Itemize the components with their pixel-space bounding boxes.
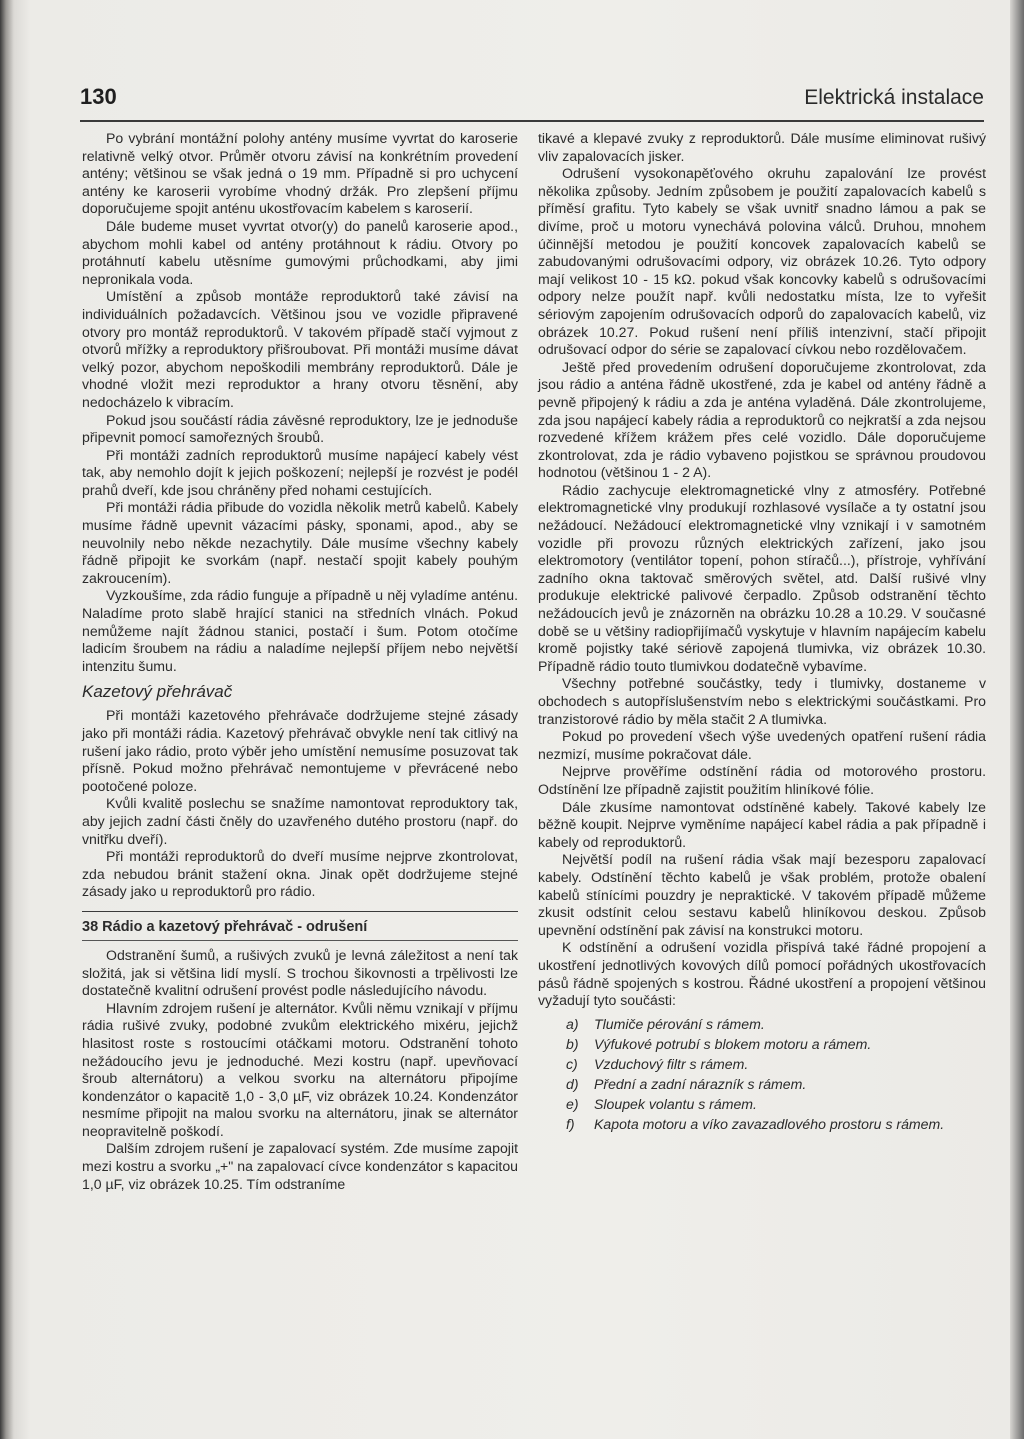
list-marker: b) [566, 1035, 579, 1052]
list-marker: c) [566, 1055, 578, 1072]
list-text: Výfukové potrubí s blokem motoru a rámem. [594, 1035, 872, 1052]
list-item [538, 1034, 986, 1054]
paragraph: Při montáži rádia přibude do vozidla několik metrů kabelů. Kabely musíme řádně upevnit vázacími pásky, sponami, apod., aby se neuvolnily nebo někde nezachytily. Dále musíme všechny kabely řádně připojit ke svorkám (např. nestačí spojit kabely pouhým zakroucením). [82, 499, 518, 586]
list-item [538, 1054, 986, 1074]
list-marker: d) [566, 1075, 579, 1092]
grounding-parts-list [538, 1014, 986, 1134]
header-rule [80, 120, 984, 122]
paragraph: Nejprve prověříme odstínění rádia od motorového prostoru. Odstínění lze případně zajistit použitím hliníkové fólie. [538, 763, 986, 797]
right-paragraphs [538, 130, 986, 1010]
subheading-cassette-player: Kazetový přehrávač [82, 682, 233, 702]
page-edge-shadow [1010, 0, 1024, 1439]
paragraph: Pokud po provedení všech výše uvedených opatření rušení rádia nezmizí, musíme pokračovat dále. [538, 728, 986, 762]
paragraph: Při montáži reproduktorů do dveří musíme nejprve zkontrolovat, zda nebudou bránit stažení okna. Jinak opět dodržujeme stejné zásady jako u reproduktorů pro rádio. [82, 848, 518, 900]
paragraph: Odstranění šumů, a rušivých zvuků je levná záležitost a není tak složitá, jak si většina lidí myslí. S trochou šikovnosti a trpělivosti lze dostatečně kvalitní odrušení provést podle následujícího návodu. [82, 946, 518, 999]
left-paragraphs-3 [82, 947, 518, 1193]
paragraph: Dále budeme muset vyvrtat otvor(y) do panelů karoserie apod., abychom mohli kabel od antény protáhnout k rádiu. Otvory po protáhnutí kabelu utěsníme gumovými průchodkami, aby jimi nepronikala voda. [82, 217, 518, 287]
list-item [538, 1114, 986, 1134]
list-marker: f) [566, 1115, 575, 1132]
page-header [80, 84, 984, 114]
list-text: Tlumiče pérování s rámem. [594, 1015, 765, 1032]
paragraph: Kvůli kvalitě poslechu se snažíme namontovat reproduktory tak, aby jejich zadní části čněly do uzavřeného dutého prostoru (např. do vnitřku dveří). [82, 795, 518, 847]
list-text: Vzduchový filtr s rámem. [594, 1055, 749, 1072]
paragraph: Při montáži kazetového přehrávače dodržujeme stejné zásady jako při montáži rádia. Kazetový přehrávač obvykle není tak citlivý na rušení jako rádio, proto výběr jeho umístění nemusíme posuzovat tak přísně. Pokud možno přehrávač nemontujeme v převrácené nebo pootočené poloze. [82, 707, 518, 794]
list-item [538, 1074, 986, 1094]
paragraph: tikavé a klepavé zvuky z reproduktorů. Dále musíme eliminovat rušivý vliv zapalovacích jisker. [538, 130, 986, 164]
paragraph: Hlavním zdrojem rušení je alternátor. Kvůli němu vznikají v příjmu rádia rušivé zvuky, podobné zvukům elektrického mixéru, jejichž hlasitost roste s rostoucími otáčkami motoru. Odstranění tohoto nežádoucího jevu je jednoduché. Mezi kostru (např. upevňovací šroub alternátoru) a velkou svorku na alternátoru připojíme kondenzátor o kapacitě 1,0 - 3,0 µF, viz obrázek 10.24. Kondenzátor nesmíme připojit na malou svorku na alternátoru, jinak se alternátor neopravitelně poškodí. [82, 999, 518, 1139]
list-item [538, 1014, 986, 1034]
page-number: 130 [80, 84, 117, 109]
paragraph: Odrušení vysokonapěťového okruhu zapalování lze provést několika způsoby. Jedním způsobem je použití zapalovacích kabelů s příměsí grafitu. Tyto kabely se však uvnitř snadno lámou a pak se divíme, proč u motoru vynechává polovina válců. Druhou, mnohem účinnější metodou je použití koncovek zapalovacích kabelů se zabudovanými odrušovacími odpory, viz obrázek 10.26. Tyto odpory mají velikost 10 - 15 kΩ. pokud však koncovky kabelů s odrušovacími odpory nelze použít např. kvůli nedostatku místa, lze to vyřešit sériovým zapojením odrušovacích odporů do zapalovacích kabelů, viz obrázek 10.27. Pokud rušení není příliš intenzivní, stačí připojit odrušovací odpor do série se zapalovací cívkou nebo rozdělovačem. [538, 165, 986, 358]
paragraph: Pokud jsou součástí rádia závěsné reproduktory, lze je jednoduše připevnit pomocí samořezných šroubů. [82, 411, 518, 446]
list-text: Kapota motoru a víko zavazadlového prostoru s rámem. [594, 1115, 945, 1132]
paragraph: Největší podíl na rušení rádia však mají bezesporu zapalovací kabely. Odstínění těchto kabelů je však problém, protože obalení kabelů stínícími pouzdry je nepraktické. V takovém případě můžeme zkusit odstínit celou sestavu kabelů hliníkovou deskou. Způsob upevnění odstínění pak závisí na konstrukci motoru. [538, 851, 986, 938]
paragraph: Ještě před provedením odrušení doporučujeme zkontrolovat, zda jsou rádio a anténa řádně ukostřené, zda je kabel od antény řádně a pevně připojený k rádiu a zda je anténa vyladěná. Dále zkontrolujeme, zda jsou napájecí kabely rádia a reproduktorů co nejkratší a zda nejsou rozvedené křížem krážem přes celé vozidlo. Dále doporučujeme zkontrolovat, zda je rádio vybaveno pojistkou se správnou proudovou hodnotou (většinou 1 - 2 A). [538, 358, 986, 481]
paragraph: Všechny potřebné součástky, tedy i tlumivky, dostaneme v obchodech s autopříslušenstvím nebo s elektrickými součástkami. Pro tranzistorové rádio by měla stačit 2 A tlumivka. [538, 675, 986, 727]
list-text: Sloupek volantu s rámem. [594, 1095, 757, 1112]
paragraph: Po vybrání montážní polohy antény musíme vyvrtat do karoserie relativně velký otvor. Průměr otvoru závisí na konkrétním provedení antény; většinou se však jedná o 19 mm. Případně si pro uchycení antény ke karoserii vyrobíme vhodný držák. Pro zlepšení příjmu doporučujeme spojit anténu ukostřovacím kabelem s karoserií. [82, 130, 518, 217]
list-text: Přední a zadní nárazník s rámem. [594, 1075, 807, 1092]
paragraph: Dále zkusíme namontovat odstíněné kabely. Takové kabely lze běžně koupit. Nejprve vyměníme napájecí kabel rádia a pak případně i kabely od reproduktorů. [538, 798, 986, 850]
running-title: Elektrická instalace [804, 86, 984, 109]
paragraph: Dalším zdrojem rušení je zapalovací systém. Zde musíme zapojit mezi kostru a svorku „+" na zapalovací cívce kondenzátor s kapacitou 1,0 µF, viz obrázek 10.25. Tím odstraníme [82, 1140, 518, 1192]
paragraph: Vyzkoušíme, zda rádio funguje a případně u něj vyladíme anténu. Naladíme proto slabě hrající stanici na středních vlnách. Pokud nemůžeme najít žádnou stanici, postačí i šum. Potom otočíme ladicím šroubem na rádiu a naladíme nejlepší příjem nebo největší intenzitu šumu. [82, 587, 518, 674]
paragraph: K odstínění a odrušení vozidla přispívá také řádné propojení a ukostření jednotlivých kovových dílů pomocí pořádných ukostřovacích pásů řádně spojených s kostrou. Řádné ukostření a propojení většinou vyžadují tyto součásti: [538, 939, 986, 1009]
paragraph: Umístění a způsob montáže reproduktorů také závisí na individuálních požadavcích. Většinou jsou ve vozidle připravené otvory pro montáž reproduktorů. V takovém případě stačí vyjmout z otvorů mřížky a reproduktory přišroubovat. Při montáži musíme dávat velký pozor, abychom nepoškodili membrány reproduktorů. Dále je vhodné vložit mezi reproduktor a hrany otvoru těsnění, aby nedocházelo k vibracím. [82, 288, 518, 410]
list-marker: e) [566, 1095, 579, 1112]
right-column [538, 130, 986, 1134]
paragraph: Rádio zachycuje elektromagnetické vlny z atmosféry. Potřebné elektromagnetické vlny produkují rozhlasové vysílače a ty ostatní jsou nežádoucí. Nežádoucí elektromagnetické vlny vznikají i v samotném vozidle při provozu různých elektrických zařízení, jako jsou elektromotory (ventilátor topení, pohon stíračů...), přístroje, vyhřívání zadního okna taktovač směrových světel, atd. Další rušivé vlny produkuje elektrické palivové čerpadlo. Způsob odstranění těchto nežádoucích jevů je znázorněn na obrázku 10.28 a 10.29. V současné době se u většiny radiopřijímačů vyskytuje v hlavním napájecím kabelu kromě pojistky také sériově zapojená tlumivka, viz obrázek 10.30. Případně rádio touto tlumivkou dodatečně vybavíme. [538, 481, 986, 674]
list-item [538, 1094, 986, 1114]
left-paragraphs-1 [82, 130, 518, 675]
left-column [82, 130, 518, 1193]
paragraph: Při montáži zadních reproduktorů musíme napájecí kabely vést tak, aby nemohlo dojít k jejich poškození; nejlepší je rozvést je podél prahů dveří, kde jsou chráněny před nohami cestujících. [82, 446, 518, 498]
list-marker: a) [566, 1015, 579, 1032]
left-paragraphs-2 [82, 707, 518, 901]
section-heading: 38 Rádio a kazetový přehrávač - odrušení [82, 911, 518, 941]
